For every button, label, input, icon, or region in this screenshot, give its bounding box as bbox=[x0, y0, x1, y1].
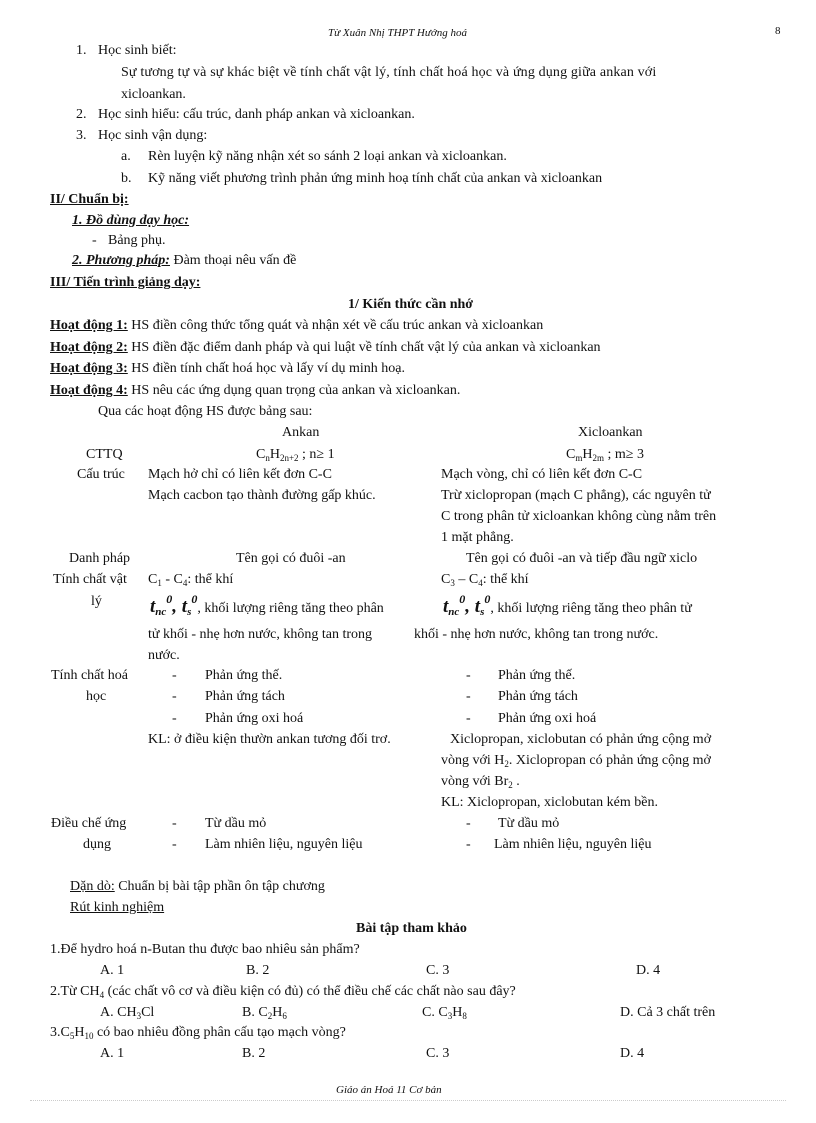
objective-1-number: 1. bbox=[76, 43, 87, 58]
dash: - bbox=[172, 837, 177, 852]
row-label-tcvl-2: lý bbox=[91, 594, 102, 609]
q1-option-b: B. 2 bbox=[246, 963, 270, 978]
activity-3: Hoạt động 3: HS điền tính chất hoá học và lấy ví dụ minh hoạ. bbox=[50, 361, 406, 376]
cautruc-xiclo-4: 1 mặt phẳng. bbox=[441, 530, 514, 545]
prep-sub2-text: Đàm thoại nêu vấn đề bbox=[169, 253, 297, 268]
tchh-xiclo-3: vòng với $Br_2$ . bbox=[441, 774, 520, 790]
tcvl-ankan-1: $C_1 - C_4$: thể khí bbox=[148, 572, 234, 588]
row-label-tchh-2: học bbox=[86, 689, 107, 704]
dc-ankan-item: Làm nhiên liệu, nguyên liệu bbox=[205, 837, 363, 852]
footer-divider bbox=[30, 1100, 786, 1101]
q2-option-c: C. $C_3H_8$ bbox=[422, 1005, 467, 1021]
tchh-ankan-conclusion: KL: ở điều kiện thườn ankan tương đối trơ. bbox=[148, 732, 391, 747]
cttq-xicloankan: $C_mH_{2m}$ ; m≥ 3 bbox=[566, 447, 644, 463]
objective-3b-label: b. bbox=[121, 171, 132, 186]
objective-1-label: Học sinh biết: bbox=[98, 43, 177, 58]
activity-4: Hoạt động 4: HS nêu các ứng dụng quan trọng của ankan và xicloankan. bbox=[50, 383, 461, 398]
tchh-xiclo-conclusion: KL: Xiclopropan, xiclobutan kém bền. bbox=[441, 795, 658, 810]
danhphap-xiclo: Tên gọi có đuôi -an và tiếp đầu ngữ xiclo bbox=[466, 551, 698, 566]
cautruc-xiclo-2: Trừ xiclopropan (mạch C phẳng), các nguyên tử bbox=[441, 488, 711, 503]
question-1: 1.Để hydro hoá n-Butan thu được bao nhiêu sản phẩm? bbox=[50, 942, 360, 957]
objective-2-text: Học sinh hiểu: cấu trúc, danh pháp ankan và xicloankan. bbox=[98, 107, 415, 122]
tcvl-ankan-4: nước. bbox=[148, 648, 180, 663]
page-footer: Giáo án Hoá 11 Cơ bản bbox=[336, 1084, 442, 1096]
q3-option-c: C. 3 bbox=[426, 1046, 450, 1061]
dash: - bbox=[466, 668, 471, 683]
row-label-cautruc: Cấu trúc bbox=[77, 467, 125, 482]
cttq-ankan: $C_nH_{2n+2}$ ; n≥ 1 bbox=[256, 447, 335, 463]
tchh-xiclo-item: Phản ứng tách bbox=[498, 689, 578, 704]
dash: - bbox=[172, 711, 177, 726]
cautruc-ankan-1: Mạch hở chỉ có liên kết đơn C-C bbox=[148, 467, 332, 482]
tchh-ankan-item: Phản ứng tách bbox=[205, 689, 285, 704]
tchh-xiclo-item: Phản ứng thế. bbox=[498, 668, 576, 683]
homework-rutkinh: Rút kinh nghiệm bbox=[70, 900, 165, 915]
prep-sub1-heading: 1. Đồ dùng dạy học: bbox=[72, 213, 190, 228]
dc-xiclo-item: Từ dầu mỏ bbox=[498, 816, 560, 831]
objective-3a-text: Rèn luyện kỹ năng nhận xét so sánh 2 loại ankan và xicloankan. bbox=[148, 149, 507, 164]
question-2: 2.Từ $CH_4$ (các chất vô cơ và điều kiện có đủ) có thể điều chế các chất nào sau đây? bbox=[50, 984, 516, 1000]
dc-ankan-item: Từ dầu mỏ bbox=[205, 816, 267, 831]
q2-option-d: D. Cả 3 chất trên bbox=[620, 1005, 716, 1020]
tchh-ankan-item: Phản ứng oxi hoá bbox=[205, 711, 304, 726]
q1-option-c: C. 3 bbox=[426, 963, 450, 978]
cautruc-xiclo-1: Mạch vòng, chỉ có liên kết đơn C-C bbox=[441, 467, 643, 482]
dash: - bbox=[172, 668, 177, 683]
row-label-dc-1: Điều chế ứng bbox=[51, 816, 127, 831]
prep-sub1-item: Bảng phụ. bbox=[108, 233, 166, 248]
tchh-xiclo-1: Xiclopropan, xiclobutan có phản ứng cộng mở bbox=[450, 732, 712, 747]
prep-bullet: - bbox=[92, 233, 97, 248]
objective-1-text: Sự tương tự và sự khác biệt về tính chất vật lý, tính chất hoá học và ứng dụng giữa ankan với bbox=[121, 65, 657, 80]
process-heading: III/ Tiến trình giảng dạy: bbox=[50, 275, 201, 290]
objective-3b-text: Kỹ năng viết phương trình phản ứng minh hoạ tính chất của ankan và xicloankan bbox=[148, 171, 603, 186]
q2-option-b: B. $C_2H_6$ bbox=[242, 1005, 287, 1021]
objective-3-text: Học sinh vận dụng: bbox=[98, 128, 208, 143]
dc-xiclo-item: Làm nhiên liệu, nguyên liệu bbox=[494, 837, 652, 852]
objective-1-text-cont: xicloankan. bbox=[121, 87, 186, 102]
homework-dando: Dặn dò: Chuẩn bị bài tập phần ôn tập chương bbox=[70, 879, 325, 894]
tcvl-xiclo-3: khối - nhẹ hơn nước, không tan trong nước. bbox=[414, 627, 659, 642]
table-col-xicloankan: Xicloankan bbox=[578, 425, 643, 440]
q3-option-a: A. 1 bbox=[100, 1046, 125, 1061]
page-header-title: Từ Xuân Nhị THPT Hướng hoá bbox=[328, 27, 467, 39]
dash: - bbox=[466, 689, 471, 704]
table-col-ankan: Ankan bbox=[282, 425, 320, 440]
tcvl-ankan-2: $t_{nc}^0$, $t_s^0$, khối lượng riêng tăng theo phân bbox=[150, 592, 384, 618]
dash: - bbox=[466, 837, 471, 852]
tchh-ankan-item: Phản ứng thế. bbox=[205, 668, 283, 683]
row-label-danhphap: Danh pháp bbox=[69, 551, 131, 566]
dash: - bbox=[172, 689, 177, 704]
q3-option-d: D. 4 bbox=[620, 1046, 645, 1061]
q2-option-a: A. $CH_3Cl$ bbox=[100, 1005, 155, 1021]
row-label-cttq: CTTQ bbox=[86, 447, 123, 462]
dash: - bbox=[466, 816, 471, 831]
q1-option-a: A. 1 bbox=[100, 963, 125, 978]
tcvl-xiclo-1: $C_3 - C_4$: thể khí bbox=[441, 572, 529, 588]
q3-option-b: B. 2 bbox=[242, 1046, 266, 1061]
tchh-xiclo-2: vòng với $H_2$. Xiclopropan có phản ứng cộng mở bbox=[441, 753, 711, 769]
objective-3-number: 3. bbox=[76, 128, 87, 143]
row-label-tchh-1: Tính chất hoá bbox=[51, 668, 128, 683]
cautruc-ankan-2: Mạch cacbon tạo thành đường gấp khúc. bbox=[148, 488, 376, 503]
dash: - bbox=[466, 711, 471, 726]
tcvl-xiclo-2: $t_{nc}^0$, $t_s^0$, khối lượng riêng tăng theo phân tử bbox=[443, 592, 692, 618]
question-3: $3.C_5H_{10}$ có bao nhiêu đồng phân cấu tạo mạch vòng? bbox=[50, 1025, 346, 1041]
table-intro: Qua các hoạt động HS được bảng sau: bbox=[98, 404, 313, 419]
row-label-tcvl-1: Tính chất vật bbox=[53, 572, 127, 587]
temperature-symbols: $t_{nc}^0$, $t_s^0$ bbox=[443, 592, 491, 618]
temperature-symbols: $t_{nc}^0$, $t_s^0$ bbox=[150, 592, 198, 618]
tchh-xiclo-item: Phản ứng oxi hoá bbox=[498, 711, 597, 726]
page-number: 8 bbox=[775, 25, 781, 37]
prep-heading: II/ Chuẩn bị: bbox=[50, 192, 129, 207]
danhphap-ankan: Tên gọi có đuôi -an bbox=[236, 551, 346, 566]
objective-3a-label: a. bbox=[121, 149, 131, 164]
row-label-dc-2: dụng bbox=[83, 837, 111, 852]
cautruc-xiclo-3: C trong phân tử xicloankan không cùng nằm trên bbox=[441, 509, 717, 524]
q1-option-d: D. 4 bbox=[636, 963, 661, 978]
objective-2-number: 2. bbox=[76, 107, 87, 122]
dash: - bbox=[172, 816, 177, 831]
section-title: 1/ Kiến thức cần nhớ bbox=[348, 297, 474, 312]
exercises-title: Bài tập tham khảo bbox=[356, 921, 467, 936]
prep-sub2-heading: 2. Phương pháp: bbox=[72, 253, 170, 268]
activity-2: Hoạt động 2: HS điền đặc điểm danh pháp và qui luật về tính chất vật lý của ankan và xicloankan bbox=[50, 340, 601, 355]
activity-1: Hoạt động 1: HS điền công thức tổng quát và nhận xét về cấu trúc ankan và xicloankan bbox=[50, 318, 544, 333]
tcvl-ankan-3: tử khối - nhẹ hơn nước, không tan trong bbox=[148, 627, 373, 642]
